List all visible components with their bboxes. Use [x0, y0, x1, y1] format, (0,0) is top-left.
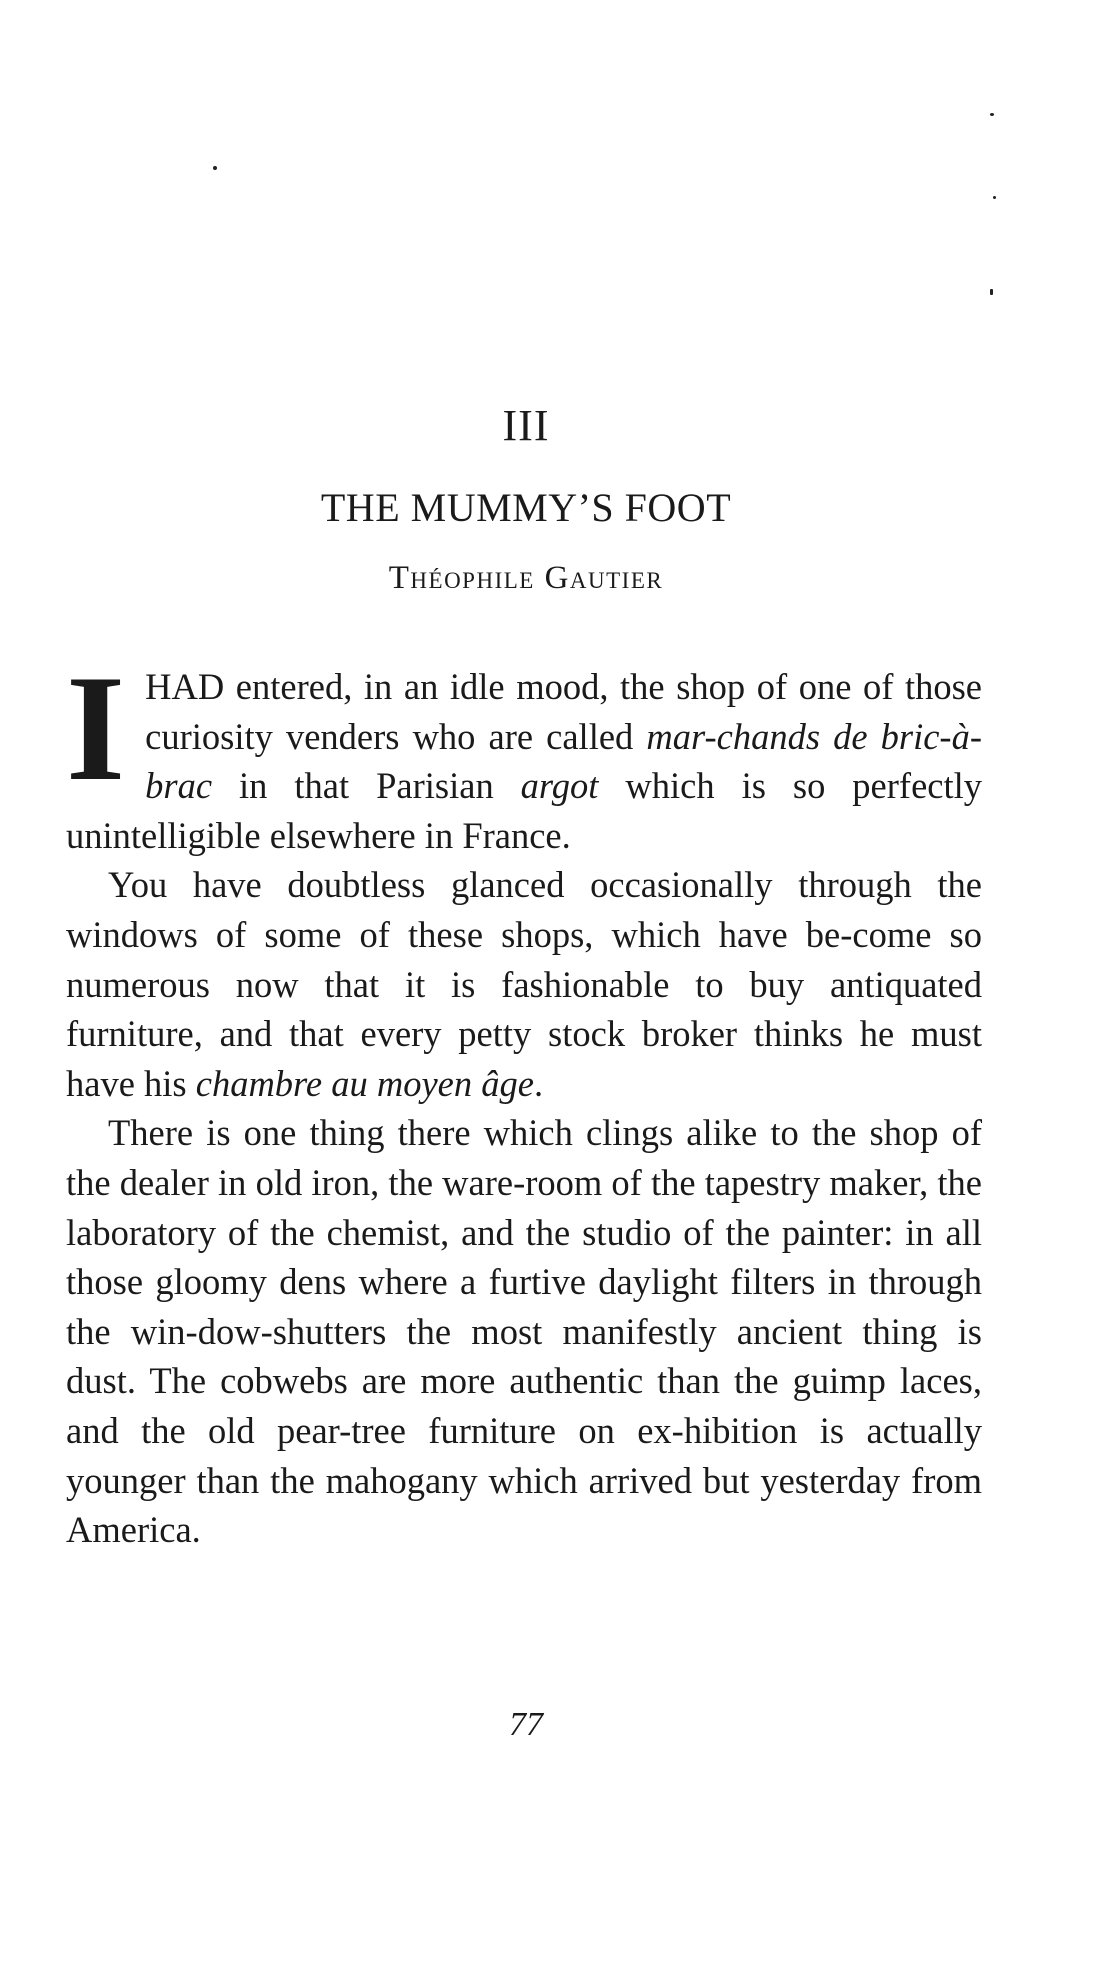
text-run: in that Parisian — [212, 765, 521, 807]
body-text — [66, 644, 982, 1555]
italic-text-run: mar-chands de bric-à-brac — [145, 715, 982, 807]
paragraph — [66, 1108, 982, 1554]
scan-speck — [993, 196, 996, 199]
text-run: There is one thing there which clings alike to the shop of the dealer in old iron, the ware-room of the tapestry maker, the laboratory of the chemist, and the studio of the painter: in all those gloomy dens where a furtive daylight filters in through the win-dow-shutters the most manifestly ancient thing is dust. The cobwebs are more authentic than the guimp laces, and the old pear-tree furniture on ex-hibition is actually younger than the mahogany which arrived but yesterday from America. — [66, 1112, 982, 1551]
page-number: 77 — [509, 1706, 543, 1743]
text-run: You have doubtless glanced occasionally through the windows of some of these shops, which have be-come so numerous now that it is fashionable to buy antiquated furniture, and that every petty stock broker thinks he must have his — [66, 864, 982, 1104]
scan-speck — [990, 113, 994, 116]
story-title: THE MUMMY’S FOOT — [320, 485, 732, 530]
text-run: which is so perfectly unintelligible elsewhere in France. — [66, 765, 982, 856]
scan-speck — [990, 289, 993, 295]
italic-text-run: argot — [520, 765, 599, 807]
drop-cap: I — [66, 644, 126, 812]
paragraph — [66, 644, 982, 860]
text-run: HAD entered, in an idle mood, the shop of one of those curiosity venders who are called — [145, 666, 982, 757]
text-run: . — [533, 1062, 544, 1104]
chapter-number: III — [502, 401, 550, 450]
author-name: Théophile Gautier — [388, 560, 664, 596]
scan-speck — [213, 166, 217, 170]
italic-text-run: chambre au moyen âge — [195, 1062, 534, 1104]
paragraph — [66, 860, 982, 1108]
